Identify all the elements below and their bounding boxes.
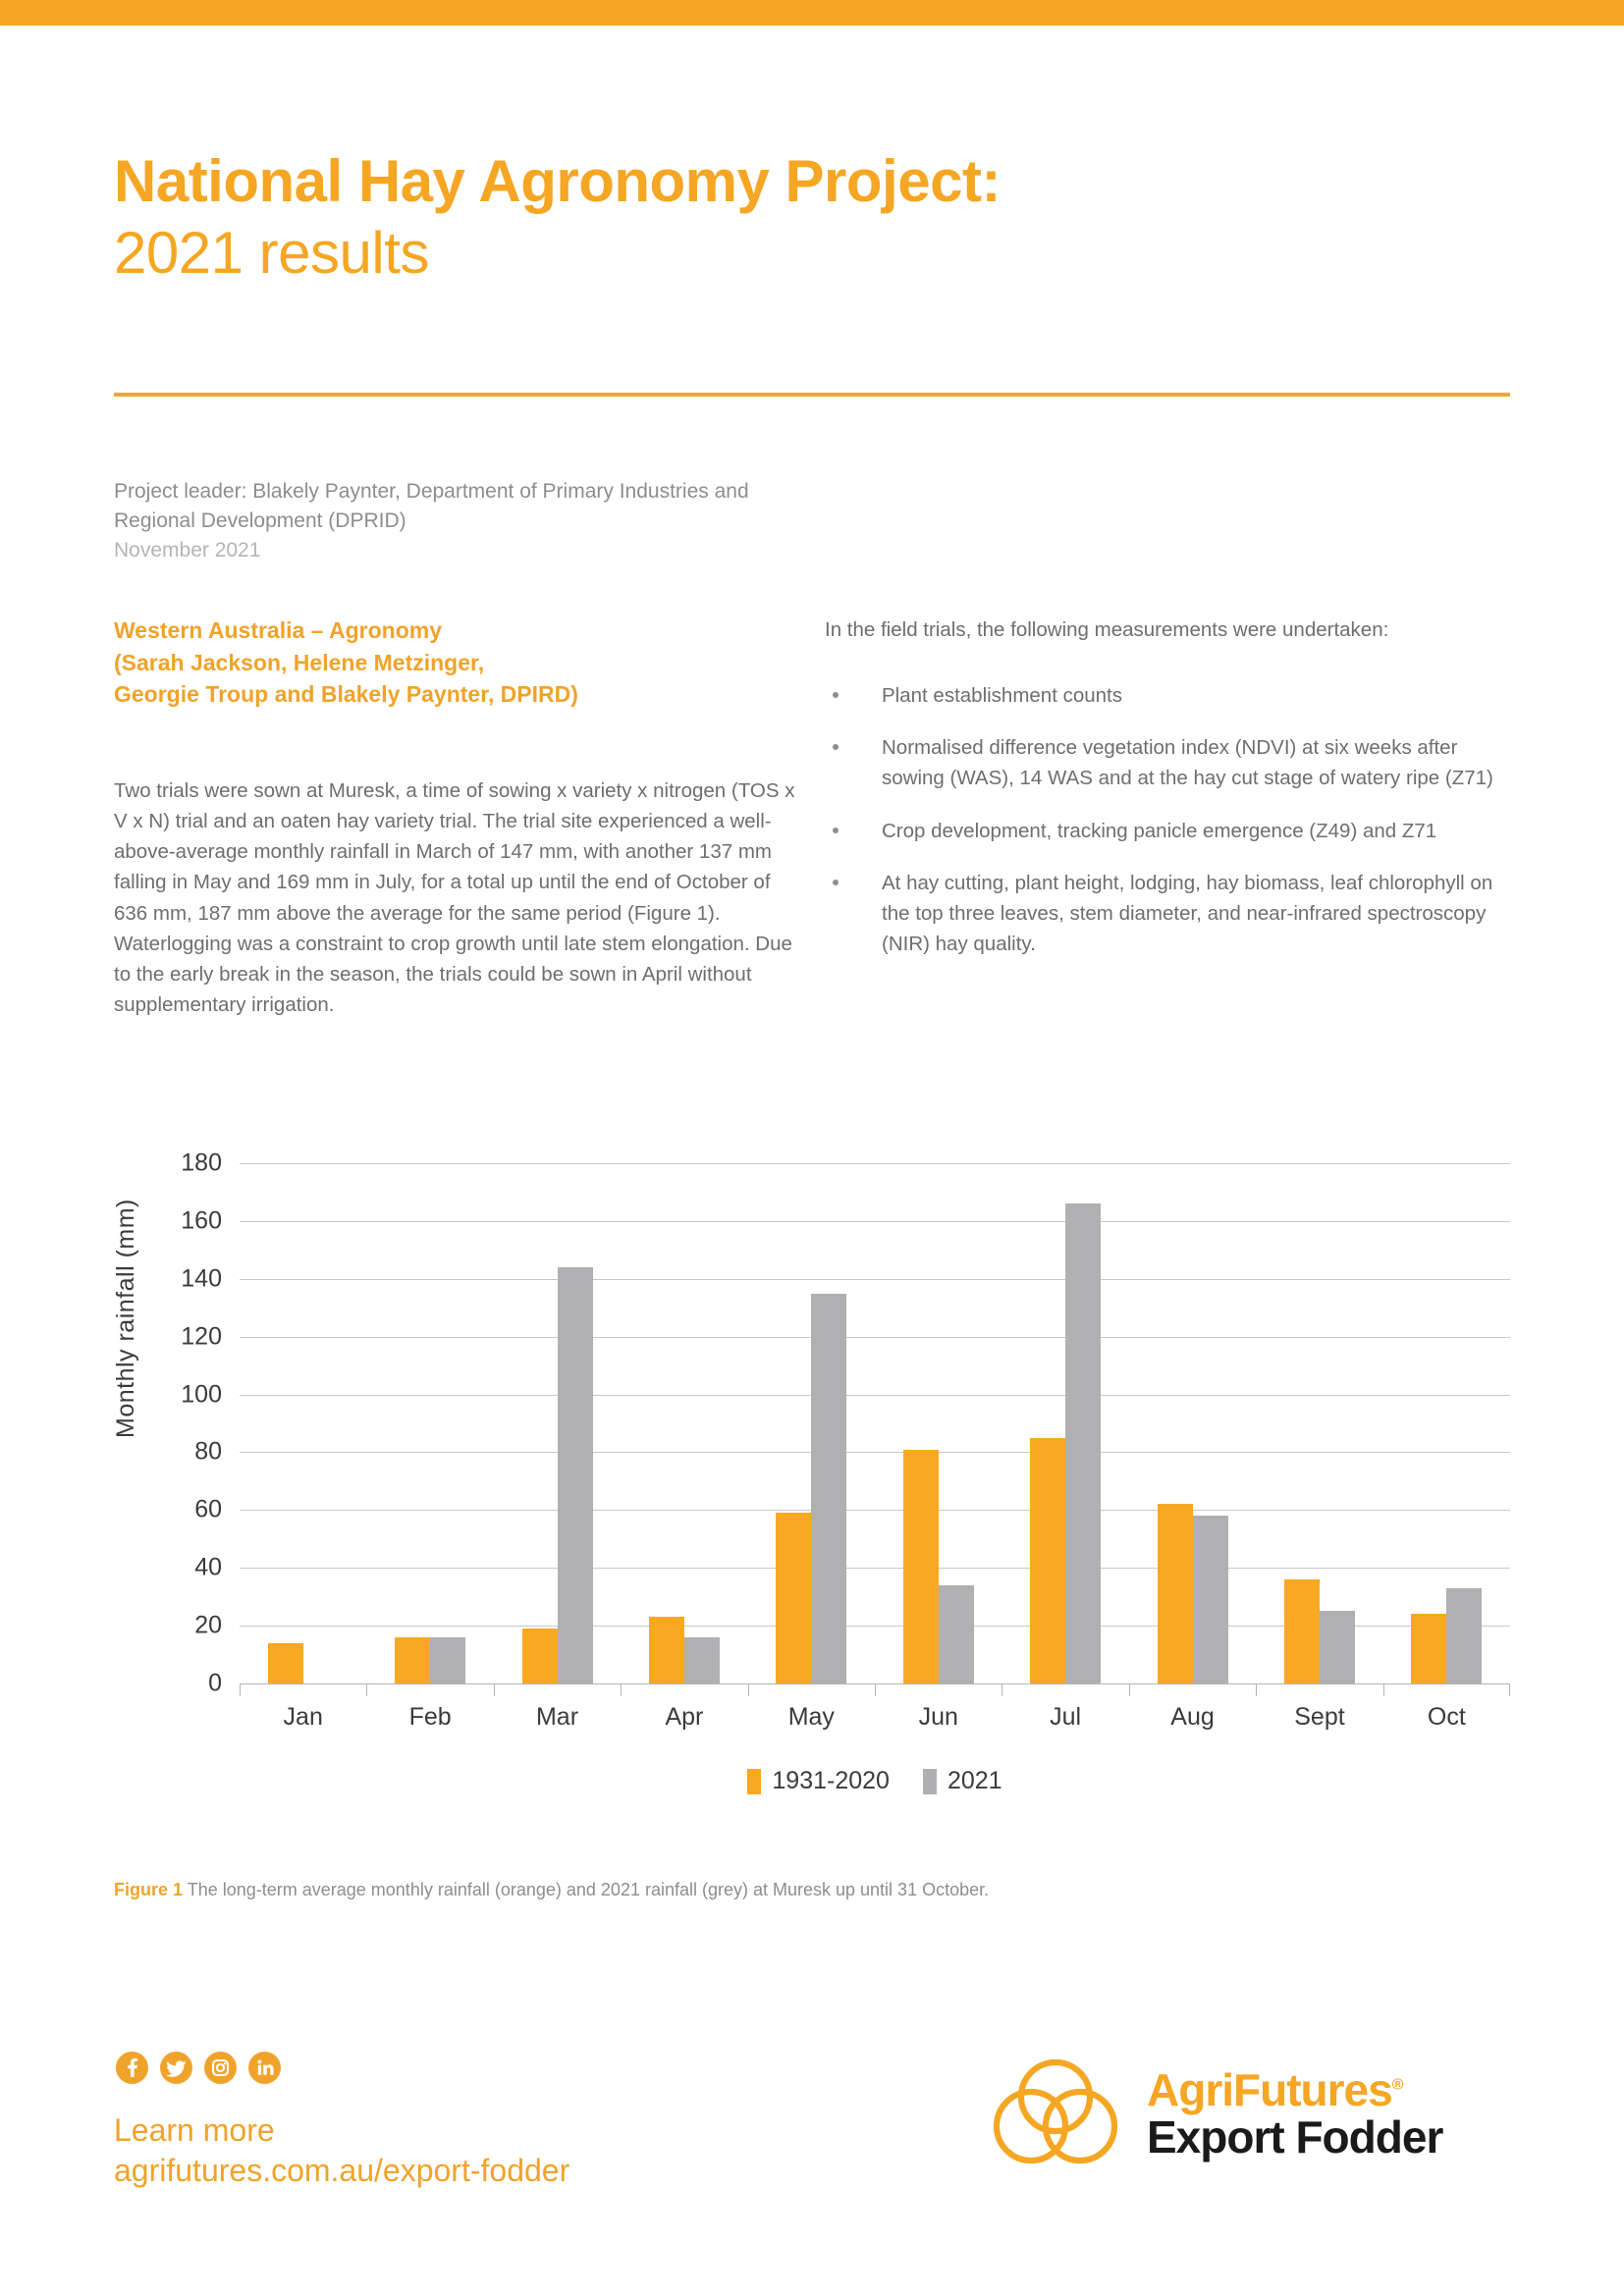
chart-plot-area (181, 1148, 1510, 1697)
chart-x-tick-label: Oct (1427, 1703, 1466, 1731)
section-heading-line-2: (Sarah Jackson, Helene Metzinger, (114, 649, 485, 675)
chart-bar (1320, 1611, 1355, 1683)
figure-caption-text: The long-term average monthly rainfall (orange) and 2021 rainfall (grey) at Muresk up until 31 October. (187, 1880, 990, 1899)
linkedin-icon[interactable] (248, 2052, 281, 2084)
chart-y-tick-label: 60 (194, 1495, 222, 1523)
list-item (825, 732, 1512, 793)
chart-y-tick-label: 80 (194, 1437, 222, 1466)
bullet-dot-icon (833, 744, 839, 750)
social-links (116, 2052, 281, 2084)
chart-x-tick-label: Sept (1294, 1703, 1345, 1731)
chart-y-axis-title: Monthly rainfall (mm) (112, 1199, 139, 1438)
document-meta (114, 477, 801, 564)
chart-bar (939, 1585, 974, 1683)
chart-y-tick-label: 20 (194, 1611, 222, 1639)
list-item (825, 868, 1512, 959)
chart-y-tick-label: 40 (194, 1553, 222, 1581)
twitter-icon[interactable] (160, 2052, 192, 2084)
chart-legend-swatch (747, 1769, 761, 1794)
body-paragraph: Two trials were sown at Muresk, a time of sowing x variety x nitrogen (TOS x V x N) trial and an oaten hay variety trial. The trial site experienced a well-above-average monthly rainfall in March of 147 mm, with another 137 mm falling in May and 169 mm in July, for a total up until the end of October of 636 mm, 187 mm above the average for the same period (Figure 1). Waterlogging was a constraint to crop growth until late stem elongation. Due to the early break in the season, the trials could be sown in April without supplementary irrigation. (114, 778, 795, 1017)
section-heading (114, 614, 801, 711)
learn-more-block (114, 2110, 569, 2191)
chart-x-tick-mark (240, 1683, 241, 1696)
chart-month-group (240, 1163, 366, 1683)
chart-x-tick-mark (494, 1683, 495, 1696)
chart-month-group (366, 1163, 493, 1683)
chart-month-group (1383, 1163, 1510, 1683)
title-divider-rule (114, 393, 1510, 397)
chart-x-tick-mark (748, 1683, 749, 1696)
chart-bar (1030, 1438, 1065, 1683)
chart-x-tick-label: Apr (665, 1703, 704, 1731)
bullet-dot-icon (833, 692, 839, 698)
chart-bar (1446, 1588, 1482, 1683)
chart-bar (558, 1267, 593, 1683)
chart-legend-label: 1931-2020 (772, 1767, 890, 1794)
chart-bar (1065, 1203, 1101, 1683)
chart-x-axis-labels (240, 1703, 1510, 1732)
chart-month-group (1129, 1163, 1256, 1683)
chart-x-tick-mark (1383, 1683, 1384, 1696)
chart-month-group (875, 1163, 1001, 1683)
chart-x-tick-mark (875, 1683, 876, 1696)
chart-month-group (494, 1163, 621, 1683)
chart-y-tick-label: 160 (181, 1206, 222, 1235)
list-item-label: Crop development, tracking panicle emergence (Z49) and Z71 (882, 819, 1437, 842)
document-date: November 2021 (114, 538, 261, 561)
learn-more-label: Learn more (114, 2112, 275, 2148)
chart-month-group (748, 1163, 875, 1683)
chart-bar (522, 1629, 558, 1683)
chart-x-tick-label: Aug (1170, 1703, 1215, 1731)
chart-x-tick-label: Jan (283, 1703, 323, 1731)
chart-bar (903, 1450, 939, 1684)
chart-bar (776, 1513, 811, 1683)
brand-name-text: AgriFutures (1147, 2064, 1392, 2115)
chart-x-tick-mark (621, 1683, 622, 1696)
left-column (114, 614, 801, 1020)
chart-bar (684, 1637, 720, 1683)
chart-bar (811, 1294, 846, 1684)
measurements-intro: In the field trials, the following measurements were undertaken: (825, 618, 1389, 641)
chart-legend-label: 2021 (947, 1767, 1002, 1794)
chart-bars-layer (240, 1163, 1510, 1683)
list-item-label: At hay cutting, plant height, lodging, hay biomass, leaf chlorophyll on the top three leaves, stem diameter, and near-infrared spectroscopy (NIR) hay quality. (882, 871, 1493, 956)
chart-x-tick-label: Feb (408, 1703, 452, 1731)
section-heading-line-3: Georgie Troup and Blakely Paynter, DPIRD) (114, 681, 578, 708)
chart-x-tick-mark (1256, 1683, 1257, 1696)
chart-legend-swatch (923, 1769, 937, 1794)
agrifutures-logo-icon (992, 2050, 1119, 2177)
measurements-list (825, 680, 1512, 959)
rainfall-bar-chart (114, 1144, 1510, 1909)
chart-y-tick-label: 100 (181, 1380, 222, 1409)
chart-month-group (1256, 1163, 1382, 1683)
chart-y-tick-label: 120 (181, 1322, 222, 1351)
figure-caption (114, 1877, 1510, 1902)
chart-y-tick-label: 140 (181, 1264, 222, 1293)
chart-y-tick-label: 180 (181, 1148, 222, 1177)
facebook-icon[interactable] (116, 2052, 148, 2084)
brand-subtitle: Export Fodder (1147, 2111, 1443, 2163)
chart-bar (430, 1637, 465, 1683)
chart-x-tick-mark (366, 1683, 367, 1696)
list-item (825, 816, 1512, 846)
title-line-1: National Hay Agronomy Project: (114, 148, 1001, 214)
instagram-icon[interactable] (204, 2052, 237, 2084)
chart-x-tick-label: Jul (1050, 1703, 1082, 1731)
bullet-dot-icon (833, 828, 839, 833)
chart-bar (1193, 1516, 1228, 1683)
chart-y-tick-label: 0 (208, 1669, 222, 1697)
chart-x-tick-label: May (787, 1703, 835, 1731)
registered-trademark-icon: ® (1391, 2076, 1403, 2094)
project-leader-line: Project leader: Blakely Paynter, Department of Primary Industries and Regional Development (DPRID) (114, 480, 749, 532)
chart-legend-item (923, 1767, 1002, 1795)
chart-bar (649, 1617, 684, 1683)
brand-name (1147, 2064, 1403, 2115)
page-title (114, 145, 1390, 289)
agrifutures-wordmark (1147, 2064, 1443, 2163)
section-heading-line-1: Western Australia – Agronomy (114, 617, 443, 643)
chart-legend (240, 1767, 1510, 1795)
figure-caption-label: Figure 1 (114, 1880, 184, 1899)
chart-month-group (621, 1163, 747, 1683)
right-column (825, 614, 1512, 981)
chart-x-tick-mark (1001, 1683, 1002, 1696)
chart-bar (1158, 1504, 1193, 1683)
website-url-link[interactable]: agrifutures.com.au/export-fodder (114, 2152, 570, 2188)
title-line-2: 2021 results (114, 220, 429, 287)
chart-x-tick-mark (1129, 1683, 1130, 1696)
list-item-label: Plant establishment counts (882, 684, 1122, 708)
chart-bar (268, 1643, 303, 1683)
chart-x-tick-label: Jun (918, 1703, 958, 1731)
chart-x-tick-mark (1509, 1683, 1510, 1696)
chart-bar (1284, 1579, 1320, 1683)
bullet-dot-icon (833, 880, 839, 885)
list-item-label: Normalised difference vegetation index (NDVI) at six weeks after sowing (WAS), 14 WAS and at the hay cut stage of watery ripe (Z71) (882, 736, 1493, 790)
list-item (825, 680, 1512, 711)
chart-x-tick-label: Mar (535, 1703, 579, 1731)
top-accent-band (0, 0, 1624, 26)
agrifutures-brand (992, 2050, 1442, 2177)
chart-bar (395, 1637, 430, 1683)
chart-legend-item (747, 1767, 890, 1795)
chart-month-group (1001, 1163, 1128, 1683)
chart-bar (1411, 1614, 1446, 1683)
